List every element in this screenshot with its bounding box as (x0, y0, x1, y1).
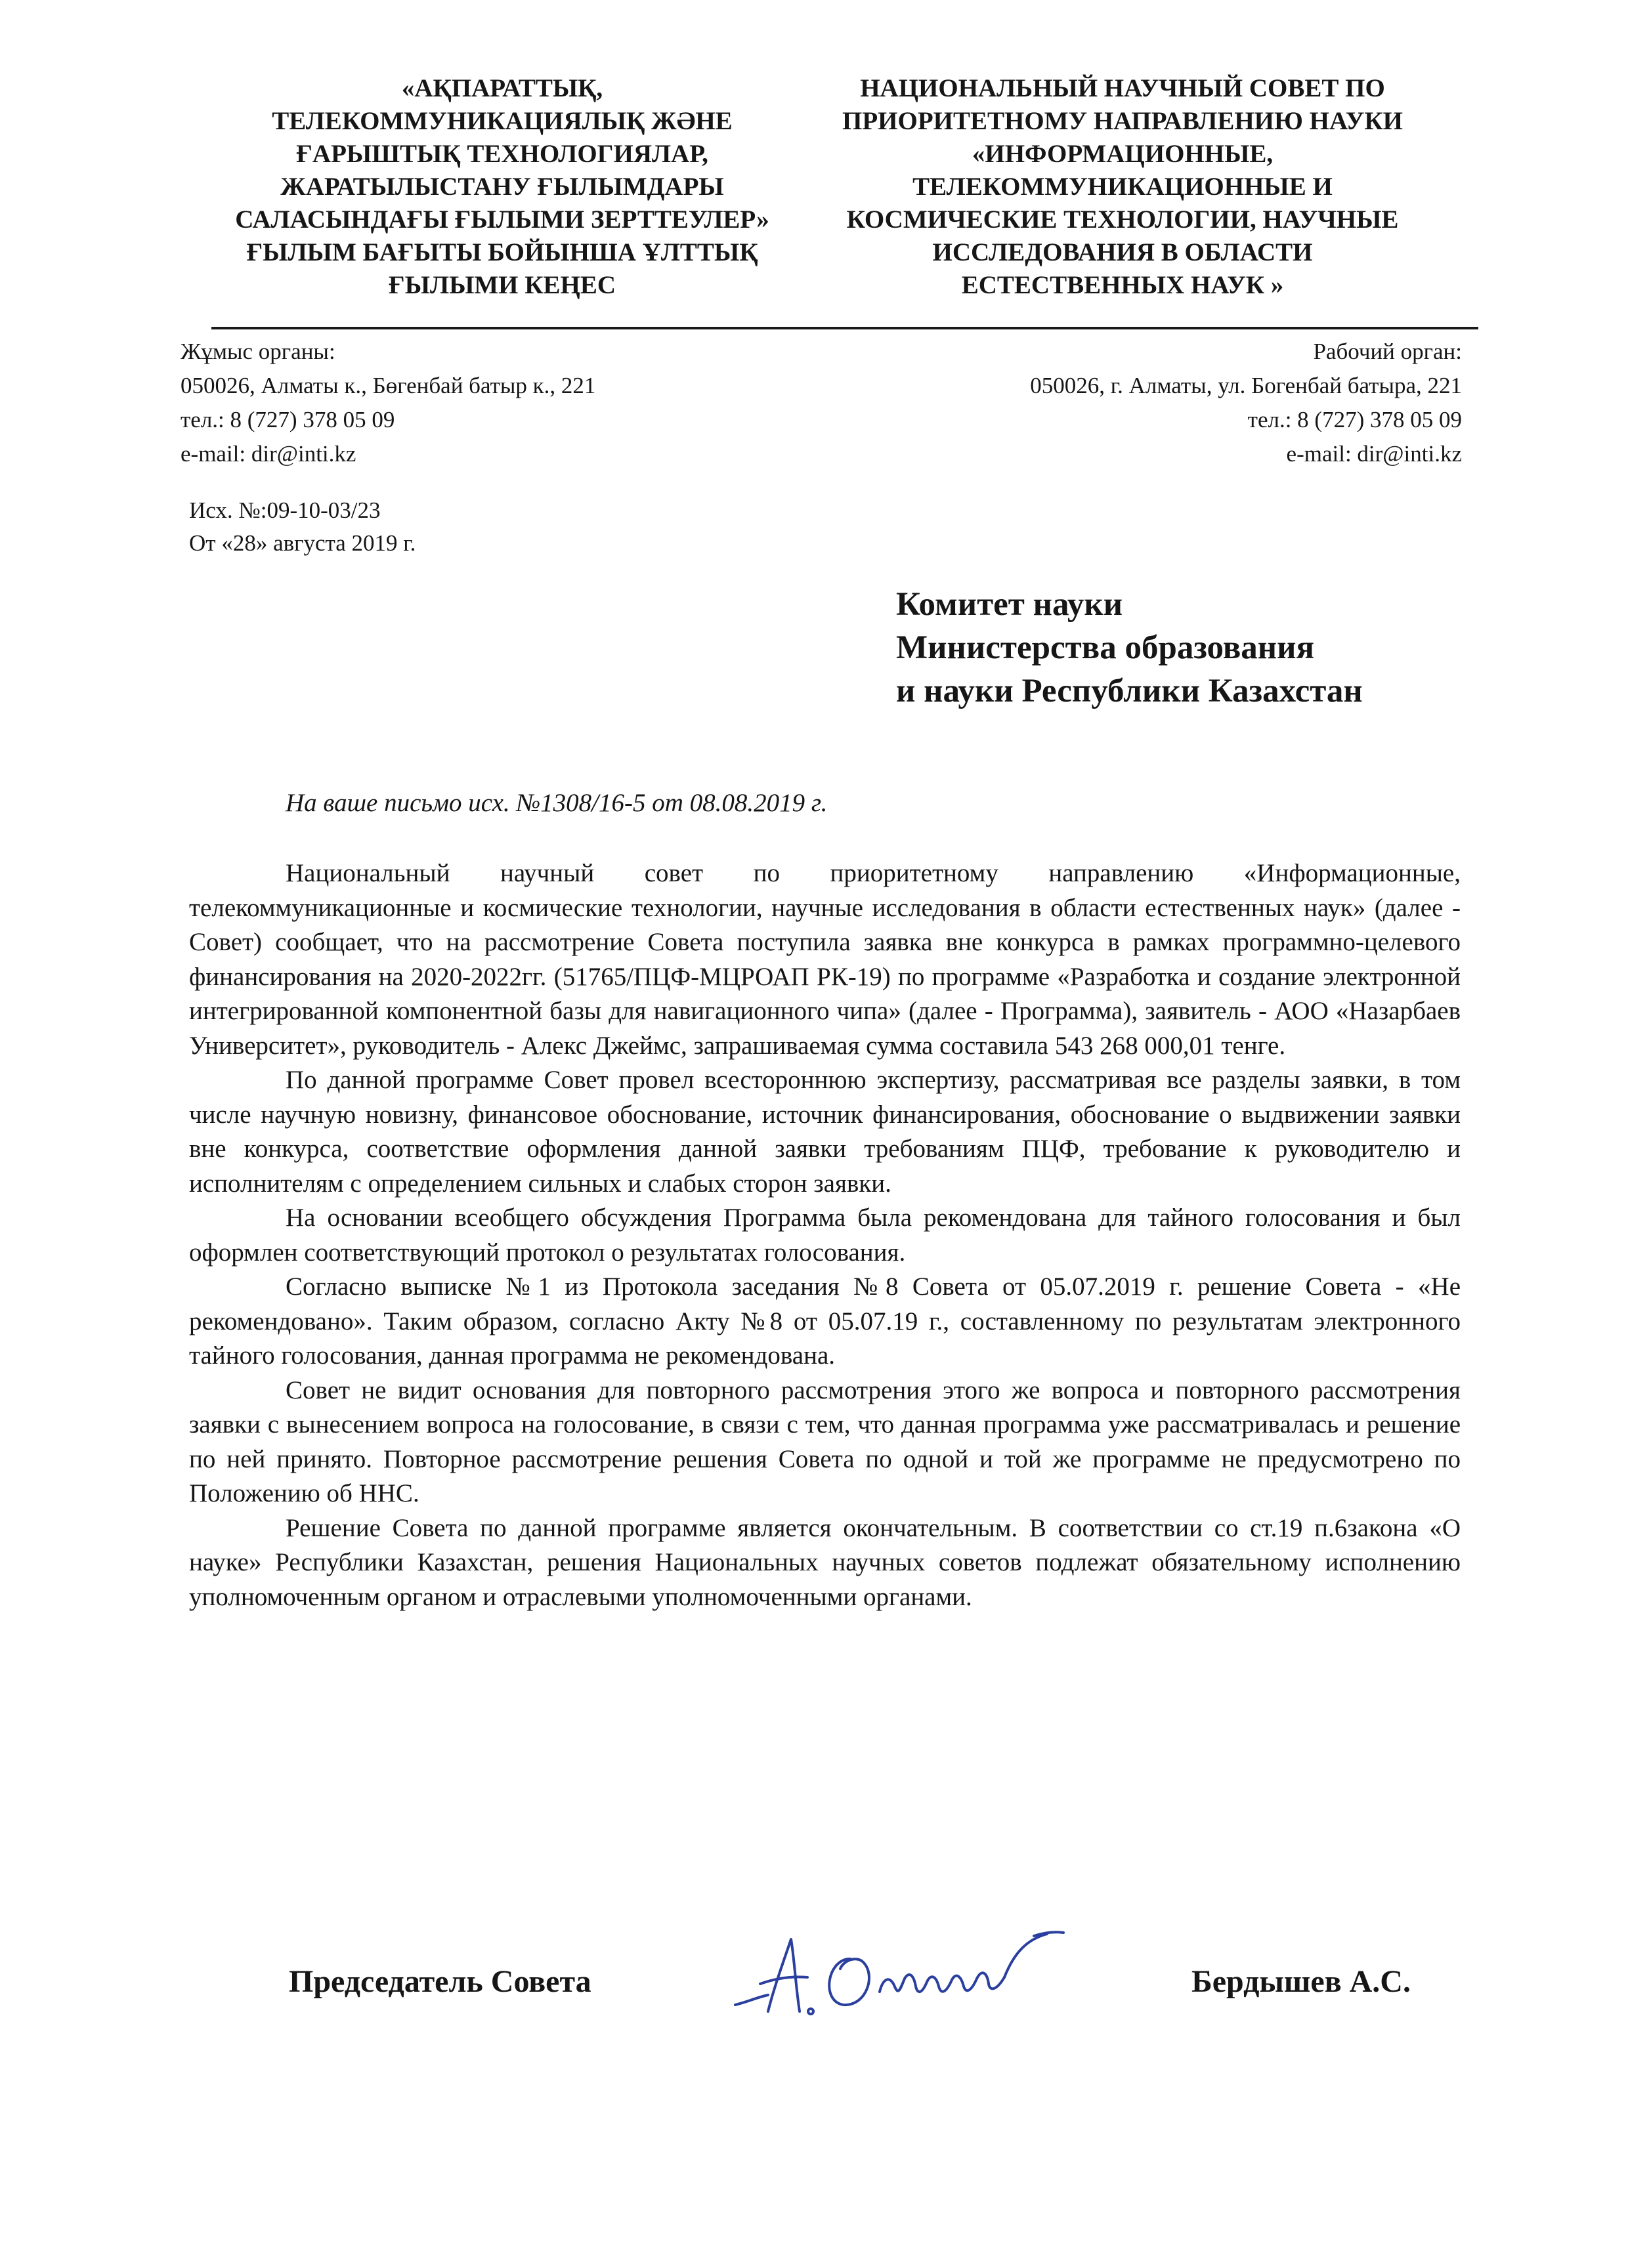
address-kazakh-line: Жұмыс органы: (181, 339, 335, 364)
header-russian-line: «ИНФОРМАЦИОННЫЕ, (972, 140, 1274, 168)
address-russian-line: Рабочий орган: (1313, 339, 1462, 364)
header-kazakh-line: ҒАРЫШТЫҚ ТЕХНОЛОГИЯЛАР, (296, 140, 708, 168)
letter-body (189, 856, 1461, 1614)
body-paragraph: Согласно выписке №1 из Протокола заседания №8 Совета от 05.07.2019 г. решение Совета - «Не рекомендовано». Таким образом, согласно Акту №8 от 05.07.19 г., составленному по результатам электронного тайного голосования, данная программа не рекомендована. (189, 1272, 1461, 1370)
address-kazakh-line: e-mail: dir@inti.kz (181, 441, 356, 467)
header-kazakh-line: ҒЫЛЫМ БАҒЫТЫ БОЙЫНША ҰЛТТЫҚ (246, 238, 758, 266)
recipient-line: Министерства образования (896, 629, 1315, 666)
body-paragraph: Национальный научный совет по приоритетному направлению «Информационные, телекоммуникационные и космические технологии, научные исследования в области естественных наук» (далее - Совет) сообщает, что на рассмотрение Совета поступила заявка вне конкурса в рамках программно-целевого финансирования на 2020-2022гг. (51765/ПЦФ-МЦРОАП РК-19) по программе «Разработка и создание электронной интегрированной компонентной базы для навигационного чипа» (далее - Программа), заявитель - АОО «Назарбаев Университет», руководитель - Алекс Джеймс, запрашиваемая сумма составила 543 268 000,01 тенге. (189, 859, 1461, 1060)
outgoing-number: Исх. №:09-10-03/23 (189, 497, 381, 523)
header-russian-line: ИССЛЕДОВАНИЯ В ОБЛАСТИ (932, 238, 1313, 266)
header-russian-line: КОСМИЧЕСКИЕ ТЕХНОЛОГИИ, НАУЧНЫЕ (846, 205, 1399, 234)
address-kazakh-line: тел.: 8 (727) 378 05 09 (181, 407, 395, 432)
address-russian-line: 050026, г. Алматы, ул. Богенбай батыра, 221 (1030, 373, 1462, 398)
address-russian-line: e-mail: dir@inti.kz (1286, 441, 1462, 467)
header-kazakh-line: ҒЫЛЫМИ КЕҢЕС (388, 271, 616, 299)
body-paragraph: Решение Совета по данной программе является окончательным. В соответствии со ст.19 п.6закона «О науке» Республики Казахстан, решения Национальных научных советов подлежат обязательному исполнению уполномоченным органом и отраслевыми уполномоченными органами. (189, 1513, 1461, 1611)
address-russian (1030, 335, 1462, 471)
outgoing-date: От «28» августа 2019 г. (189, 530, 416, 556)
recipient-line: Комитет науки (896, 586, 1123, 623)
outgoing-reference (189, 494, 416, 560)
address-kazakh (181, 335, 595, 471)
body-paragraph: На основании всеобщего обсуждения Программа была рекомендована для тайного голосования и был оформлен соответствующий протокол о результатах голосования. (189, 1204, 1461, 1267)
address-russian-line: тел.: 8 (727) 378 05 09 (1247, 407, 1462, 432)
signatory-name: Бердышев А.С. (1191, 1964, 1411, 1999)
handwritten-signature (722, 1913, 1077, 2044)
recipient-block (896, 583, 1363, 713)
header-kazakh-line: ЖАРАТЫЛЫСТАНУ ҒЫЛЫМДАРЫ (280, 173, 724, 201)
header-kazakh-line: САЛАСЫНДАҒЫ ҒЫЛЫМИ ЗЕРТТЕУЛЕР» (235, 205, 769, 234)
header-kazakh-line: «АҚПАРАТТЫҚ, (401, 74, 603, 102)
header-russian-line: ЕСТЕСТВЕННЫХ НАУК » (961, 271, 1284, 299)
header-divider (211, 327, 1478, 329)
header-russian-line: НАЦИОНАЛЬНЫЙ НАУЧНЫЙ СОВЕТ ПО (860, 74, 1385, 102)
reply-reference: На ваше письмо исх. №1308/16-5 от 08.08.2019 г. (286, 789, 828, 817)
header-russian-line: ТЕЛЕКОММУНИКАЦИОННЫЕ И (912, 173, 1333, 201)
header-russian-line: ПРИОРИТЕТНОМУ НАПРАВЛЕНИЮ НАУКИ (842, 107, 1403, 135)
header-russian (778, 72, 1467, 302)
signatory-title: Председатель Совета (289, 1964, 591, 1999)
body-paragraph: По данной программе Совет провел всестороннюю экспертизу, рассматривая все разделы заявки, в том числе научную новизну, финансовое обоснование, источник финансирования, обоснование о выдвижении заявки вне конкурса, соответствие оформления данной заявки требованиям ПЦФ, требование к руководителю и исполнителям с определением сильных и слабых сторон заявки. (189, 1066, 1461, 1198)
header-kazakh (177, 72, 827, 302)
address-kazakh-line: 050026, Алматы к., Бөгенбай батыр к., 221 (181, 373, 596, 398)
body-paragraph: Совет не видит основания для повторного рассмотрения этого же вопроса и повторного рассмотрения заявки с вынесением вопроса на голосование, в связи с тем, что данная программа уже рассматривалась и решение по ней принято. Повторное рассмотрение решения Совета по одной и той же программе не предусмотрено по Положению об ННС. (189, 1376, 1461, 1507)
header-kazakh-line: ТЕЛЕКОММУНИКАЦИЯЛЫҚ ЖӘНЕ (272, 107, 733, 135)
recipient-line: и науки Республики Казахстан (896, 673, 1363, 709)
